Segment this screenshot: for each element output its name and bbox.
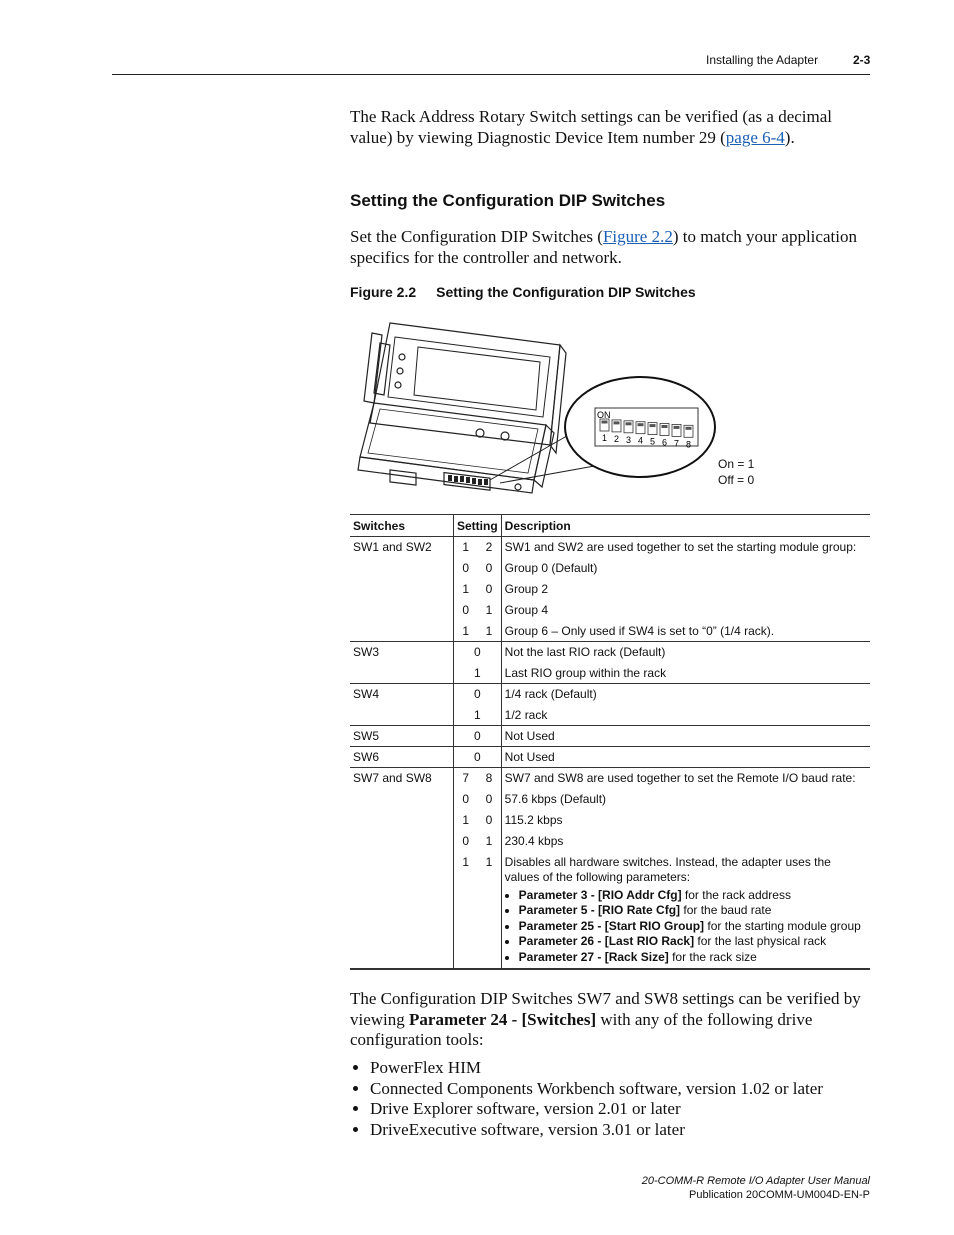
description: Group 2 [504,581,549,596]
config-text-end: ) to match your application specifics for the controller and network. [350,227,857,267]
table-row [350,642,870,663]
small-dip-switches-icon [448,475,488,485]
table-row [350,726,870,747]
switch-name: SW6 [350,747,454,768]
dip-switch-knob [686,427,692,430]
setting-b: 1 [477,621,501,642]
setting-a: 1 [462,623,469,638]
dip-switch-knob [674,426,680,429]
list-item: • Connected Components Workbench software, version 1.02 or later [370,1079,823,1100]
dip-settings-table [350,514,870,970]
setting-a: 1 [462,854,469,869]
setting-b: 0 [477,789,501,810]
col-switches: Switches [350,515,454,537]
parameter-name: Parameter 25 - [Start RIO Group] [518,918,705,933]
parameter-name: Parameter 27 - [Rack Size] [518,950,669,965]
parameter-list [505,888,867,966]
table-row [350,684,870,705]
verify-text: The Configuration DIP Switches SW7 and SW8 settings can be verified by viewing [350,989,861,1029]
dip-switch-number: 5 [650,436,656,447]
description: Not the last RIO rack (Default) [501,642,870,663]
description: Group 0 (Default) [504,560,598,575]
parameter-purpose: for the baud rate [680,903,772,918]
dip-switch-knob [638,423,644,426]
config-tools-list [350,1058,823,1140]
setting-b: 1 [477,831,501,852]
verify-paragraph [350,989,870,1051]
verify-text-end: with any of the following drive configuration tools: [350,1009,813,1049]
dip-switch-knob [614,421,620,424]
parameter-item [519,934,867,950]
setting-b: 8 [477,768,501,789]
dip-on-label: ON [597,410,611,420]
dip-switch-knob [662,425,668,428]
list-item: • Drive Explorer software, version 2.01 or later [370,1099,823,1120]
parameter-name: Parameter 26 - [Last RIO Rack] [518,934,695,949]
setting-b: 1 [477,852,501,969]
description: 57.6 kbps (Default) [504,791,607,806]
dip-switch-number: 4 [638,435,644,446]
magnify-ellipse-icon [565,377,715,477]
description: 1/4 rack (Default) [501,684,870,705]
dip-switch-number: 2 [614,433,620,444]
figure-2-2-link[interactable]: Figure 2.2 [602,227,673,246]
setting-b: 2 [477,537,501,558]
section-heading: Setting the Configuration DIP Switches [350,191,666,210]
figure-title: Setting the Configuration DIP Switches [436,284,696,300]
setting-value: 0 [454,684,502,705]
setting-a: 0 [462,560,469,575]
parameter-name: Parameter 5 - [RIO Rate Cfg] [518,903,681,918]
description: SW7 and SW8 are used together to set the Remote I/O baud rate: [501,768,870,789]
table-row [350,747,870,768]
col-description: Description [501,515,870,537]
description: Group 4 [504,602,549,617]
on-off-legend [718,456,754,488]
setting-a: 0 [462,791,469,806]
figure-caption [350,284,696,300]
figure-label: Figure 2.2 [350,284,417,300]
on-value: On = 1 [718,457,755,471]
description: Last RIO group within the rack [504,665,667,680]
setting-b: 0 [477,558,501,579]
parameter-purpose: for the last physical rack [694,934,827,949]
switch-name: SW7 and SW8 [350,768,454,969]
dip-switch-knob [626,422,632,425]
description: Not Used [501,747,870,768]
setting-value: 1 [454,705,502,726]
table-row [350,768,870,789]
intro-text-end: ). [784,127,795,147]
dip-switch-number: 3 [626,434,632,445]
description: SW1 and SW2 are used together to set the starting module group: [501,537,870,558]
setting-value: 0 [454,747,502,768]
description: Not Used [501,726,870,747]
parameter-purpose: for the starting module group [704,918,861,933]
setting-a: 0 [462,833,469,848]
switch-name: SW1 and SW2 [350,537,454,642]
switch-name: SW3 [350,642,454,684]
adapter-illustration [350,315,870,505]
off-value: Off = 0 [718,473,755,487]
setting-a: 7 [454,768,478,789]
setting-b: 0 [477,579,501,600]
setting-a: 0 [462,602,469,617]
switch-name: SW5 [350,726,454,747]
dip-switch-number: 8 [686,439,692,450]
parameter-purpose: for the rack address [681,887,791,902]
dip-switch-number: 1 [602,433,608,443]
setting-value: 0 [454,726,502,747]
description: 115.2 kbps [504,812,563,827]
description: 230.4 kbps [504,833,564,848]
setting-a: 1 [462,581,469,596]
parameter-item [519,919,867,935]
dip-switch-knob [602,421,608,424]
setting-b: 0 [477,810,501,831]
col-setting: Setting [454,515,502,537]
description: 1/2 rack [504,707,548,722]
parameter-item [519,903,867,919]
intro-paragraph [350,107,870,148]
setting-a: 1 [454,537,478,558]
intro-text: The Rack Address Rotary Switch settings can be verified (as a decimal value) by viewing Diagnostic Device Item number 29 ( [350,107,832,147]
dip-switch-figure [350,315,870,505]
setting-value: 0 [454,642,502,663]
list-item: • PowerFlex HIM [370,1058,823,1079]
description-text: Disables all hardware switches. Instead, the adapter uses the values of the following parameters: [504,854,831,885]
dip-switch-number: 6 [662,437,668,448]
parameter-24-ref: Parameter 24 - [Switches] [409,1009,597,1029]
parameter-item [519,950,867,966]
callout-line-icon [490,433,572,480]
header-page-number: 2-3 [853,53,871,67]
setting-value: 1 [454,663,502,684]
parameter-purpose: for the rack size [668,950,757,965]
config-paragraph [350,227,870,268]
footer-publication: Publication 20COMM-UM004D-EN-P [689,1189,870,1201]
list-item: • DriveExecutive software, version 3.01 or later [370,1120,823,1141]
header-section-title: Installing the Adapter [706,53,819,67]
dip-switch-knob [650,424,656,427]
page-6-4-link[interactable]: page 6-4 [725,127,785,147]
table-row [350,537,870,558]
adapter-board-icon [358,323,566,493]
setting-b: 1 [477,600,501,621]
footer-manual-title: 20-COMM-R Remote I/O Adapter User Manual [641,1175,870,1187]
description: Group 6 – Only used if SW4 is set to “0” (1/4 rack). [504,623,775,638]
header-rule [112,74,870,75]
config-text: Set the Configuration DIP Switches ( [350,227,603,246]
parameter-item [519,888,867,904]
switch-name: SW4 [350,684,454,726]
parameter-name: Parameter 3 - [RIO Addr Cfg] [518,887,682,902]
description [501,852,870,969]
dip-switch-number: 7 [674,438,680,449]
setting-a: 1 [462,812,469,827]
